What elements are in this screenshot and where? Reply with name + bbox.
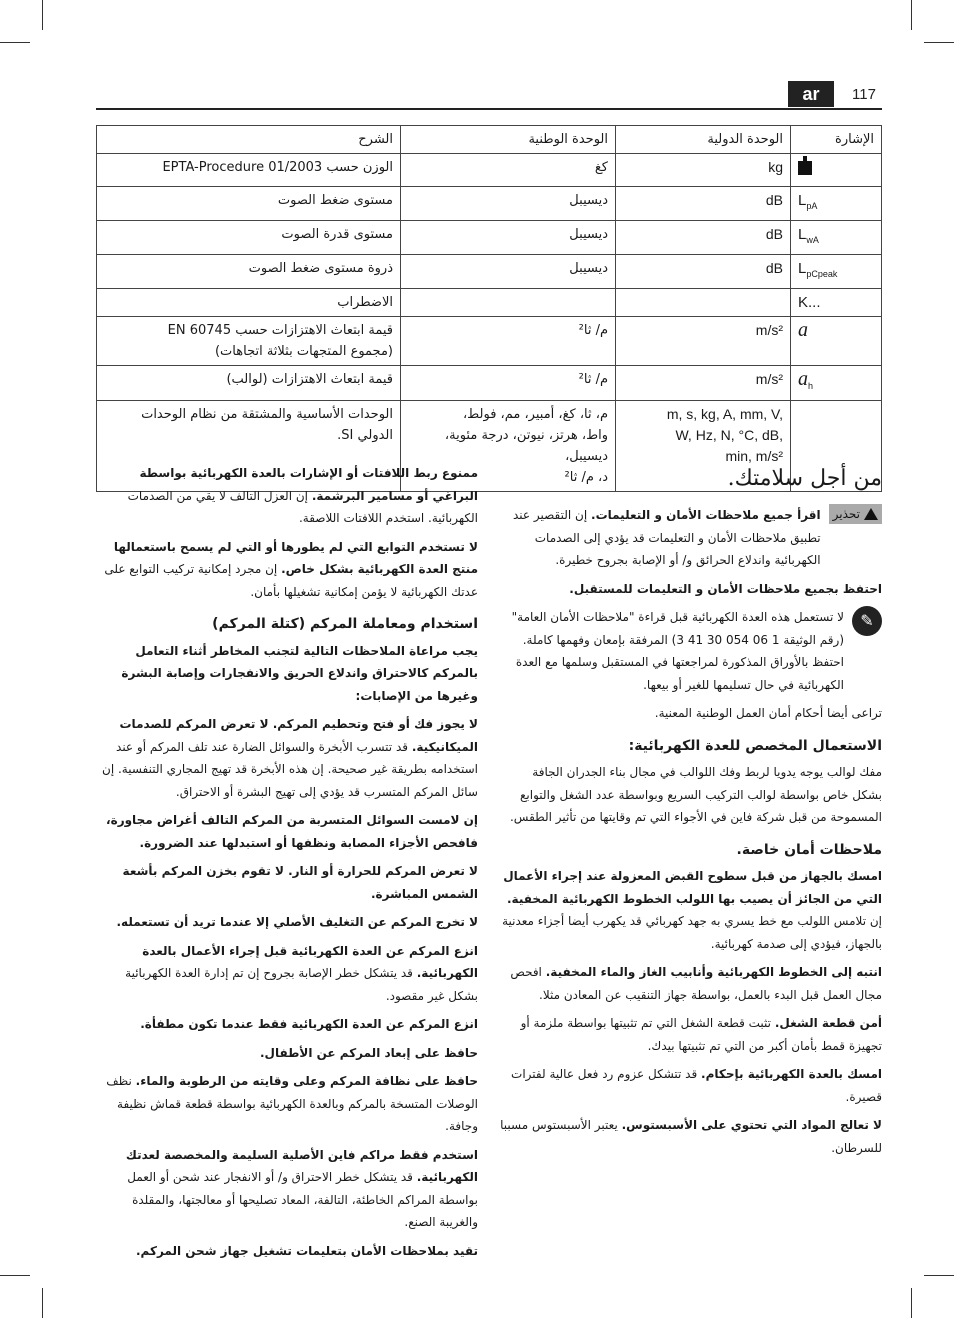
desc-line: قيمة ابتعاث الاهتزازات حسب EN 60745 <box>167 323 393 338</box>
bold-lead: انزع المركم عن العدة الكهربائية قبل إجراء الأعمال بالعدة الكهربائية. <box>142 943 478 980</box>
table-cell-intl: m/s² <box>616 366 791 401</box>
left-column <box>96 462 478 1268</box>
desc-line: (مجموع المتجهات بثلاثة اتجاهات) <box>214 344 393 359</box>
body-text: يعتبر الأسبستوس مسببا للسرطان. <box>500 1118 882 1155</box>
table-cell-intl: kg <box>616 154 791 187</box>
paragraph <box>96 1070 478 1138</box>
intl-line: m, s, kg, A, mm, V, <box>666 406 783 422</box>
weight-icon <box>798 161 812 175</box>
header-rule <box>96 108 882 110</box>
paragraph <box>96 940 478 1008</box>
table-cell-symbol <box>791 317 882 366</box>
warning-badge <box>829 504 882 524</box>
right-column <box>500 462 882 1165</box>
desc-line: الدولي SI. <box>337 428 393 443</box>
crop-mark <box>911 1288 912 1318</box>
table-cell-symbol <box>791 255 882 289</box>
units-table <box>96 125 882 492</box>
table-row <box>97 221 882 255</box>
paragraph <box>96 640 478 708</box>
symbol-main: a <box>798 368 808 390</box>
table-cell-symbol <box>791 187 882 221</box>
paragraph: تراعى أيضا أحكام أمان العمل الوطنية المعنية. <box>654 706 882 720</box>
national-line: واط، هرتز، نيوتن، درجة مئوية، ديسيبل، <box>444 428 608 464</box>
bold-lead: لا تعرض المركم للحرارة أو النار. لا تقوم بخزن المركم بأشعة الشمس المباشرة. <box>122 864 478 901</box>
crop-mark <box>0 42 30 43</box>
bold-lead: لا يجوز فك أو فتح وتحطيم المركم. لا تعرض المركم للصدمات الميكانيكية. <box>119 717 478 754</box>
bold-lead: حافظ على نظافة المركم وعلى وقايته من الرطوبة والماء. <box>135 1074 478 1088</box>
table-cell-desc: قيمة ابتعاث الاهتزازات (لوالب) <box>97 366 401 401</box>
table-cell-intl: dB <box>616 187 791 221</box>
body-text: إن العزل التالف لا يقي من الصدمات الكهربائية. استخدم اللافتات اللاصقة. <box>127 488 478 525</box>
paragraph <box>96 809 478 854</box>
table-cell-intl <box>616 289 791 317</box>
table-cell-desc: الوزن حسب EPTA-Procedure 01/2003 <box>97 154 401 187</box>
crop-mark <box>42 0 43 30</box>
symbol-main: L <box>798 226 807 243</box>
paragraph <box>96 1013 478 1036</box>
body-text: نظف الوصلات المتسخة بالمركم وبالعدة الكهربائية بواسطة قطعة قماش نظيفة وجافة. <box>106 1074 478 1133</box>
body-text: قد تتشكل عزوم رد فعل عالية لفترات قصيرة. <box>511 1067 882 1104</box>
table-cell-national: كغ <box>401 154 616 187</box>
symbol-main: a <box>798 319 808 341</box>
paragraph <box>96 713 478 803</box>
table-cell-national <box>401 289 616 317</box>
warning-triangle-icon <box>864 508 878 520</box>
bold-lead: يجب مراعاة الملاحظات التالية لتجنب المخاطر أثناء التعامل بالمركم كالاحتراق واندلاع الحريق والانفجارات وإصابة البشرة وغيرها من الإصابات: <box>121 643 478 703</box>
paragraph <box>96 1144 478 1234</box>
read-manual-icon: ✎ <box>852 606 882 636</box>
table-cell-desc <box>97 317 401 366</box>
body-text: قد يتشكل خطر الاحتراق و/ أو الانفجار عند شحن أو العمل بواسطة المراكم الخاطئة، التالفة، المعاد تصليحها أو معالجتها، والمقلدة والغريبة الصنع. <box>127 1170 478 1229</box>
bold-lead: انتبه إلى الخطوط الكهربائية وأنابيب الغاز والماء المخفية. <box>545 965 882 979</box>
paragraph: مفك لوالب يوجه يدويا لربط وفك اللوالب في مجال بناء الجدران الجافة بشكل خاص بواسطة لوالب التركيب السريع وبواسطة عدد الشغل والتوابع المسموحة من قبل شركة فاين في الأجواء التي تم وقايتها من تأثير الطقس. <box>509 765 882 824</box>
body-text: قد تتسرب الأبخرة والسوائل الضارة عند تلف المركم أو عند استخدامه بطريقة غير صحيحة. إن هذه الأبخرة قد تهيج المجاري التنفسية. إن سائل المركم المتسرب قد يؤدي إلى تهيج البشرة أو الاحتراق. <box>102 739 478 799</box>
body-text: إن مجرد إمكانية تركيب التوابع على عدتك الكهربائية لا يؤمن إمكانية تشغيلها بأمان. <box>104 562 478 599</box>
table-header: الإشارة <box>791 126 882 154</box>
table-cell-national: ديسيبل <box>401 221 616 255</box>
intl-line: min, m/s² <box>725 448 783 464</box>
section-title: من أجل سلامتك. <box>727 466 882 491</box>
symbol-sub: h <box>808 381 814 391</box>
bold-lead: امسك بالعدة الكهربائية بإحكام. <box>701 1067 882 1081</box>
table-cell-national: م/ ثا² <box>401 366 616 401</box>
national-line: د، م/ ثا² <box>564 470 608 485</box>
table-cell-desc: مستوى ضغط الصوت <box>97 187 401 221</box>
paragraph <box>500 504 821 572</box>
paragraph <box>500 578 882 601</box>
table-cell-symbol <box>791 154 882 187</box>
bold-lead: حافظ على إبعاد المركم عن الأطفال. <box>259 1045 478 1060</box>
table-cell-symbol <box>791 221 882 255</box>
table-header: الوحدة الوطنية <box>401 126 616 154</box>
paragraph <box>500 1063 882 1108</box>
bold-lead: لا تستخدم التوابع التي لم يطورها أو التي لم يسمح باستعمالها منتج العدة الكهربائية بشكل خاص. <box>113 539 478 576</box>
body-text: افحص مجال العمل قبل البدء بالعمل، بواسطة جهاز التنقيب عن المعادن مثلا. <box>510 965 882 1002</box>
bold-lead: اقرأ جميع ملاحظات الأمان و التعليمات. <box>591 508 821 522</box>
table-row <box>97 366 882 401</box>
table-cell-desc: مستوى قدرة الصوت <box>97 221 401 255</box>
symbol-sub: pA <box>806 201 818 211</box>
page-number: 117 <box>852 86 876 103</box>
paragraph <box>500 1012 882 1057</box>
paragraph <box>500 961 882 1006</box>
paragraph <box>96 536 478 604</box>
symbol-sub: wA <box>806 235 819 245</box>
table-row <box>97 317 882 366</box>
warning-block <box>500 504 882 578</box>
bold-lead: ممنوع ربط اللافتات أو الإشارات بالعدة الكهربائية بواسطة البراغي أو مسامير البرشمة. <box>139 466 478 503</box>
desc-line: الوحدات الأساسية والمشتقة من نظام الوحدات <box>141 407 393 422</box>
section-heading: استخدام ومعاملة المركم (كتلة المركم) <box>212 616 478 632</box>
table-cell-national: ديسيبل <box>401 187 616 221</box>
bold-lead: استخدم فقط مراكم فاين الأصلية السليمة والمخصصة لعدتك الكهربائية. <box>125 1147 478 1184</box>
bold-lead: إن لامست السوائل المتسربة من المركم التالف أغراض مجاورة، فافحص الأجزاء المصابة ونظفها أو استبدلها عند الضرورة. <box>106 813 478 850</box>
table-cell-national: ديسيبل <box>401 255 616 289</box>
paragraph <box>96 462 478 530</box>
symbol-main: L <box>798 192 807 209</box>
table-row <box>97 255 882 289</box>
body-text: إن التقصير عند تطبيق ملاحظات الأمان و التعليمات قد يؤدي إلى الصدمات الكهربائية واندلاع الحرائق و/ أو الإصابة بجروح خطيرة. <box>513 508 821 567</box>
paragraph <box>96 860 478 905</box>
section-heading: ملاحظات أمان خاصة. <box>736 841 882 858</box>
table-cell-intl: dB <box>616 221 791 255</box>
paragraph: لا تستعمل هذه العدة الكهربائية قبل قراءة "ملاحظات الأمان العامة" (رقم الوثيقة 1 06 054 30 41 3) المرفقة بإمعان وفهمها كاملة. احتفظ بالأوراق المذكورة لمراجعتها في المستقبل وسلمها مع العدة الكهربائية في حال تسليمها للغير أو بيعها. <box>511 610 844 692</box>
table-row <box>97 187 882 221</box>
table-cell-symbol <box>791 366 882 401</box>
read-manual-block <box>500 606 882 702</box>
bold-lead: امسك بالجهاز من قبل سطوح القبض المعزولة عند إجراء الأعمال التي من الجائز أن يصيب بها اللولب الخطوط الكهربائية المخفية. <box>503 869 882 906</box>
bold-lead: لا تخرج المركم عن التغليف الأصلي إلا عندما تريد أن تستعمله. <box>116 915 478 929</box>
paragraph <box>500 1114 882 1159</box>
table-cell-national: م/ ثا² <box>401 317 616 366</box>
crop-mark <box>924 42 954 43</box>
paragraph <box>96 911 478 934</box>
bold-lead: احتفظ بجميع ملاحظات الأمان و التعليمات للمستقبل. <box>569 581 882 596</box>
crop-mark <box>42 1288 43 1318</box>
national-line: م، ثا، كغ، أمبير، مم، فولط، <box>462 407 608 422</box>
table-row <box>97 154 882 187</box>
table-row <box>97 289 882 317</box>
table-cell-desc: الاضطراب <box>97 289 401 317</box>
table-cell-symbol: K... <box>791 289 882 317</box>
paragraph <box>96 1240 478 1263</box>
table-header: الشرح <box>97 126 401 154</box>
warning-label: تحذير <box>832 507 860 521</box>
crop-mark <box>0 1275 30 1276</box>
crop-mark <box>924 1275 954 1276</box>
intl-line: W, Hz, N, °C, dB, <box>675 427 783 443</box>
body-text: تثبت قطعة الشغل التي تم تثبيتها بواسطة ملزمة أو تجهيزة قمط بأمان أكبر من التي تم تثبيتها بيدك. <box>520 1016 882 1053</box>
bold-lead: تقيد بملاحظات الأمان بتعليمات تشغيل جهاز شحن المركم. <box>136 1243 478 1258</box>
table-header: الوحدة الدولية <box>616 126 791 154</box>
table-header-row <box>97 126 882 154</box>
body-text: قد يتشكل خطر الإصابة بجروح إن تم إدارة العدة الكهربائية بشكل غير مقصود. <box>125 966 478 1003</box>
paragraph <box>96 1042 478 1065</box>
bold-lead: لا تعالج المواد التي تحتوي على الأسبستوس. <box>621 1118 882 1132</box>
section-heading: الاستعمال المخصص للعدة الكهربائية: <box>628 737 882 754</box>
bold-lead: أمن قطعة الشغل. <box>774 1016 882 1030</box>
paragraph <box>500 865 882 955</box>
bold-lead: انزع المركم عن العدة الكهربائية فقط عندما تكون مطفأة. <box>140 1017 478 1031</box>
table-cell-intl: m/s² <box>616 317 791 366</box>
table-cell-desc: ذروة مستوى ضغط الصوت <box>97 255 401 289</box>
symbol-main: L <box>798 260 807 277</box>
symbol-sub: pCpeak <box>806 269 838 279</box>
crop-mark <box>911 0 912 30</box>
table-cell-intl: dB <box>616 255 791 289</box>
body-text: إن تلامس اللولب مع خط يسري به جهد كهربائي قد يكهرب أيضا أجزاء معدنية بالجهاز، فيؤدي إلى صدمة كهربائية. <box>502 914 882 951</box>
language-badge: ar <box>788 81 834 107</box>
